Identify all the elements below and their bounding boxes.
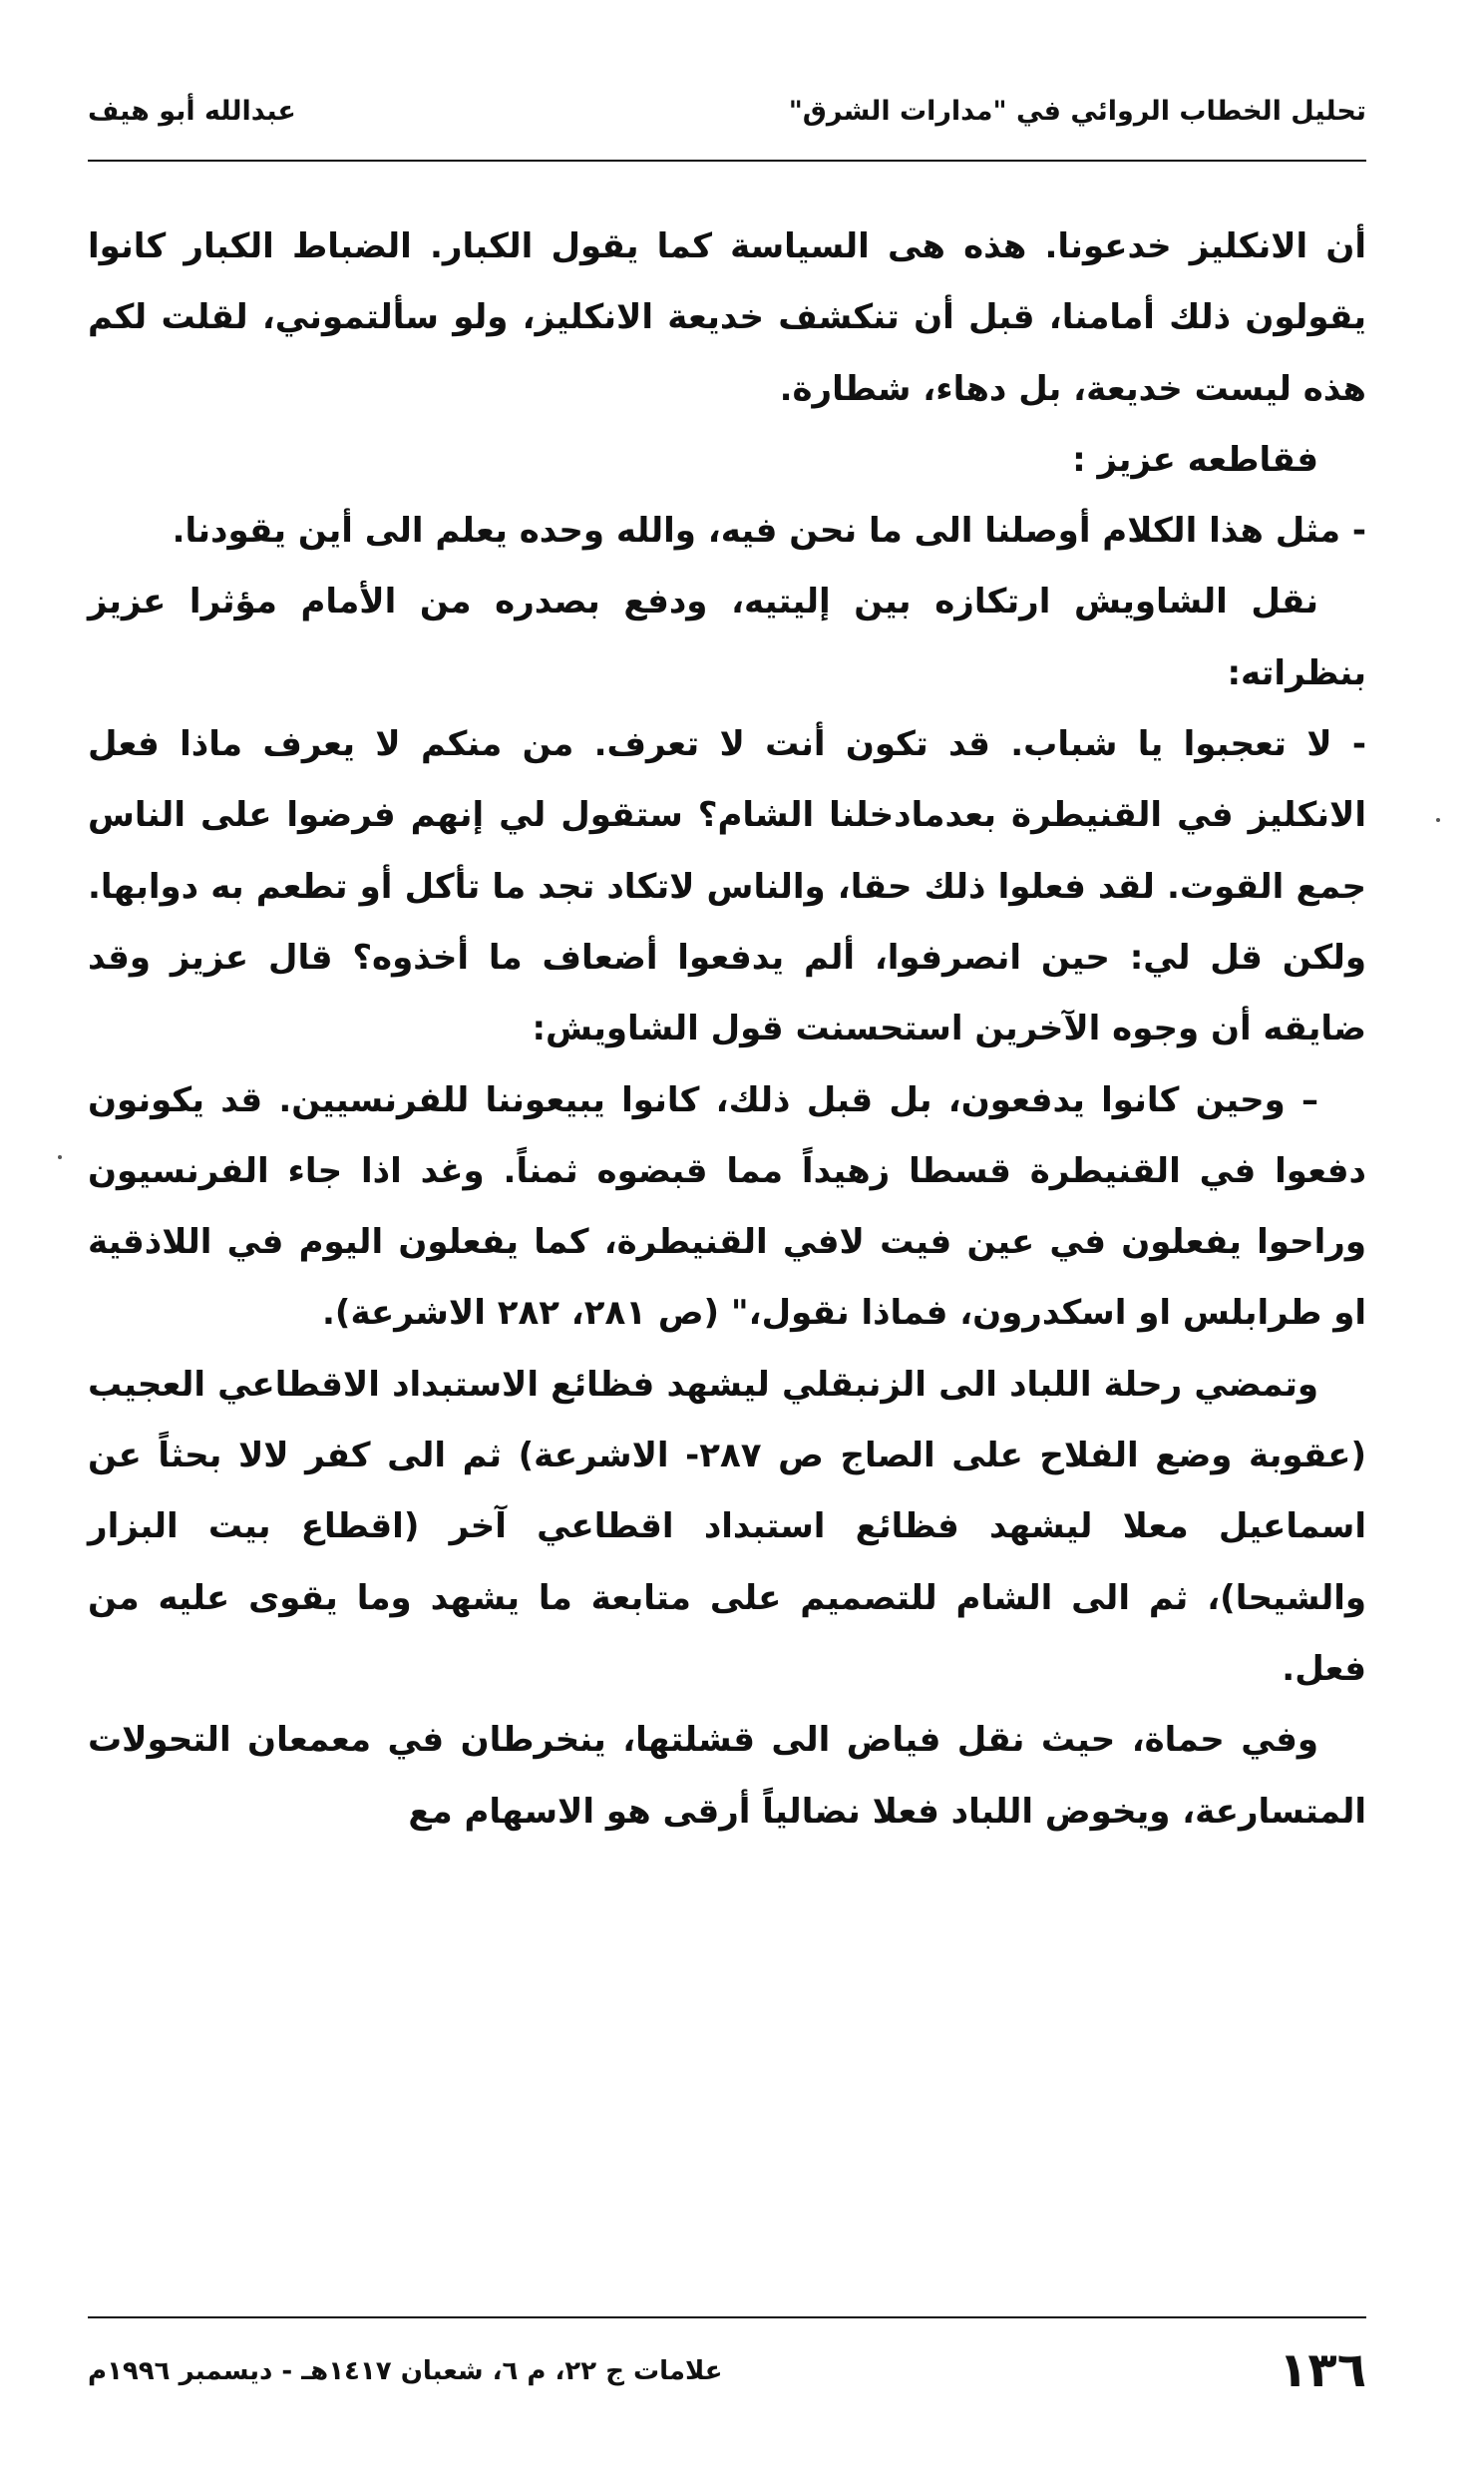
page-body (88, 211, 1366, 1848)
running-header-title: تحليل الخطاب الروائي في "مدارات الشرق" (788, 96, 1366, 127)
paragraph: - لا تعجبوا يا شباب. قد تكون أنت لا تعرف. من منكم لا يعرف ماذا فعل الانكليز في القنيطرة بعدمادخلنا الشام؟ ستقول لي إنهم فرضوا على الناس جمع القوت. لقد فعلوا ذلك حقا، والناس لاتكاد تجد ما تأكل أو تطعم به دوابها. ولكن قل لي: حين انصرفوا، ألم يدفعوا أضعاف ما أخذوه؟ قال عزيز وقد ضايقه أن وجوه الآخرين استحسنت قول الشاويش: (88, 724, 1366, 1049)
paragraph: - مثل هذا الكلام أوصلنا الى ما نحن فيه، والله وحده يعلم الى أين يقودنا. (172, 511, 1366, 552)
header-divider (88, 160, 1366, 162)
paragraph: نقل الشاويش ارتكازه بين إليتيه، ودفع بصدره من الأمام مؤثرا عزيز بنظراته: (88, 582, 1366, 693)
page-number: ١٣٦ (1279, 2342, 1366, 2398)
footer-divider (88, 2316, 1366, 2318)
paragraph: – وحين كانوا يدفعون، بل قبل ذلك، كانوا يبيعوننا للفرنسيين. قد يكونون دفعوا في القنيطرة قسطا زهيداً مما قبضوه ثمناً. وغد اذا جاء الفرنسيون وراحوا يفعلون في عين فيت لافي القنيطرة، كما يفعلون اليوم في اللاذقية او طرابلس او اسكدرون، فماذا نقول،" (ص ٢٨١، ٢٨٢ الاشرعة). (88, 1079, 1366, 1334)
paragraph: وتمضي رحلة اللباد الى الزنبقلي ليشهد فظائع الاستبداد الاقطاعي العجيب (عقوبة وضع الفلاح على الصاج ص ٢٨٧- الاشرعة) ثم الى كفر لالا بحثاً عن اسماعيل معلا ليشهد فظائع استبداد اقطاعي آخر (اقطاع بيت البزار والشيحا)، ثم الى الشام للتصميم على متابعة ما يشهد وما يقوى عليه من فعل. (88, 1364, 1366, 1689)
paragraph: وفي حماة، حيث نقل فياض الى قشلتها، ينخرطان في معمعان التحولات المتسارعة، ويخوض اللباد فعلا نضالياً أرقى هو الاسهام مع (88, 1720, 1366, 1832)
paragraph: فقاطعه عزيز : (1072, 439, 1318, 480)
running-header-author: عبدالله أبو هيف (88, 96, 296, 127)
journal-citation: علامات ج ٢٢، م ٦، شعبان ١٤١٧هـ - ديسمبر ١٩٩٦م (88, 2356, 723, 2386)
page-footer (88, 2342, 1366, 2412)
scan-speck (1436, 818, 1440, 822)
scan-speck (58, 1155, 62, 1159)
running-header (88, 96, 1366, 148)
paragraph: أن الانكليز خدعونا. هذه هى السياسة كما يقول الكبار. الضباط الكبار كانوا يقولون ذلك أمامنا، قبل أن تنكشف خديعة الانكليز، ولو سألتموني، لقلت لكم هذه ليست خديعة، بل دهاء، شطارة. (88, 226, 1366, 409)
